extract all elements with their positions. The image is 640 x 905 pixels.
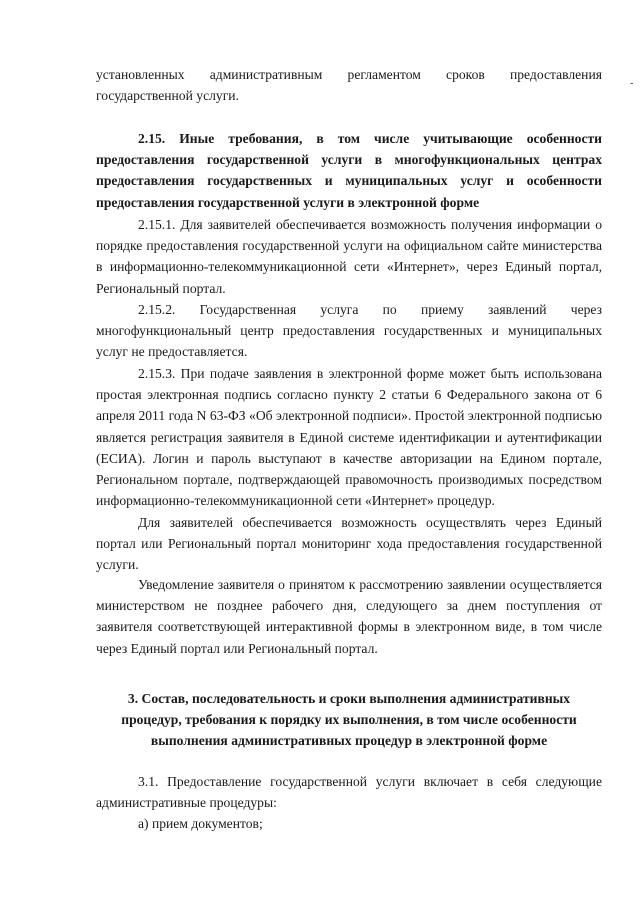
section-heading-2-15: 2.15. Иные требования, в том числе учитывающие особенности предоставления государственной услуги в многофункциональных центрах предоставления государственных и муниципальных услуг и особенности предоставления государственной услуги в электронной форме <box>96 131 602 210</box>
list-item-a: а) прием документов; <box>138 816 263 831</box>
paragraph-continuation: установленных административным регламентом сроков предоставления государственной услуги. <box>96 67 602 104</box>
paragraph-2-15-3: 2.15.3. При подаче заявления в электронной форме может быть использована простая электронная подпись согласно пункту 2 статьи 6 Федерального закона от 6 апреля 2011 года N 63-ФЗ «Об электронной подписи». Простой электронной подписью является регистрация заявителя в Единой системе идентификации и аутентификации (ЕСИА). Логин и пароль выступают в качестве авторизации на Едином портале, Региональном портале, подтверждающей правомочность производимых посредством информационно-телекоммуникационной сети «Интернет» процедур. <box>96 366 602 509</box>
paragraph-2-15-1: 2.15.1. Для заявителей обеспечивается возможность получения информации о порядке предоставления государственной услуги на официальном сайте министерства в информационно-телекоммуникационной сети «Интернет», через Единый портал, Региональный портал. <box>96 217 602 296</box>
section-heading-3: 3. Состав, последовательность и сроки выполнения административных процедур, требования к порядку их выполнения, в том числе особенности выполнения административных процедур в электронной форме <box>121 691 577 749</box>
paragraph-monitoring: Для заявителей обеспечивается возможность осуществлять через Единый портал или Региональный портал мониторинг хода предоставления государственной услуги. <box>96 515 602 573</box>
margin-mark: - <box>630 78 634 89</box>
paragraph-notification: Уведомление заявителя о принятом к рассмотрению заявлении осуществляется министерством не позднее рабочего дня, следующего за днем поступления от заявителя соответствующей интерактивной формы в электронном виде, в том числе через Единый портал или Региональный портал. <box>96 577 602 656</box>
paragraph-2-15-2: 2.15.2. Государственная услуга по приему заявлений через многофункциональный центр предоставления государственных и муниципальных услуг не предоставляется. <box>96 302 602 360</box>
paragraph-3-1: 3.1. Предоставление государственной услуги включает в себя следующие административные процедуры: <box>96 774 602 811</box>
